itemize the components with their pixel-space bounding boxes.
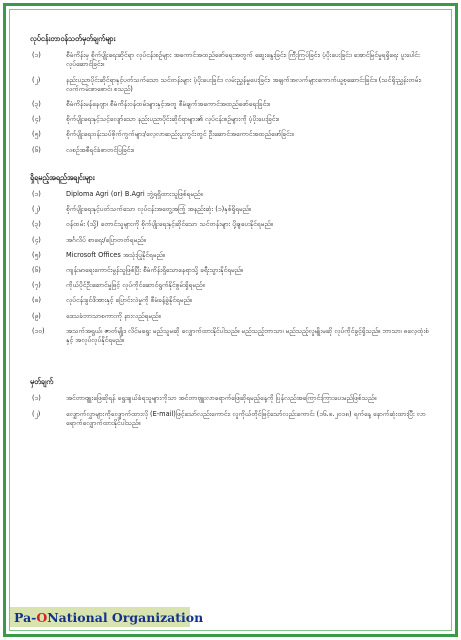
item-text: ဒေသခံဘာသာစကားကို နားလည်ရမည်။: [66, 311, 161, 320]
item-text: အင်္ဂလိပ် စာရေး/ပြောတတ်ရမည်။: [66, 235, 146, 244]
item-text: ကိုယ်ပိုင်ဦးဆောင်မှုဖြင့် လုပ်ကိုင်ဆောင်ရွက်နိုင်စွမ်းရှိရမည်။: [66, 281, 205, 290]
list-item: [30, 76, 435, 94]
item-number: (၇): [32, 281, 41, 290]
item-number: (၆): [32, 145, 41, 154]
list-item: [30, 251, 435, 260]
qualifications-list: [30, 190, 435, 345]
item-text: Diploma Agri (or) B.Agri ဘွဲ့ရရှိထားသူဖြစ်ရမည်။: [66, 190, 203, 199]
list-item: [30, 394, 435, 403]
org-name-prefix: Pa-: [14, 609, 37, 625]
item-text: အင်တာဗျူးဖြေဆိုရန် ရွေးချယ်ခံရသူများကိုသာ အင်တာဗျူးလာရောက်ဖြေဆိုရမည့်နေ့ကို ပြန်လည်အကြောင်းကြားပေးမည်ဖြစ်သည်။: [66, 394, 377, 403]
item-number: (၅): [32, 250, 41, 259]
item-number: (၁): [32, 190, 41, 199]
item-text: အသက်အရွယ်၊ ဇာတ်မျိုး၊ လိင်မရွေး မည်သူမဆို လျှောက်ထားနိုင်ပါသည်။ မည်သည့်ဘာသာ၊ မည်သည့်လူမျိုးမဆို လုပ်ကိုင်ခွင့်ရှိသည်။ ဘာသာ၊ ဓလေ့ထုံးစံနှင့် အလုပ်လုပ်နိုင်ရမည်။: [66, 326, 429, 345]
list-item: [30, 100, 435, 109]
list-item: [30, 146, 435, 155]
item-number: (၂): [32, 409, 41, 418]
item-text: ကျန်းမာရေးကောင်းမွန်သူဖြစ်ပြီး စီမံကိန်းရှိသောနေရာသို့ ခရီးသွားနိုင်ရမည်။: [66, 266, 244, 275]
item-number: (၆): [32, 266, 41, 275]
item-text: လျှောက်လွှာများကိုလျှောက်ထားလို (E-mail)ဖြင့်သော်လည်းကောင်း၊ လူကိုယ်တိုင်ဖြင့်သော်လည်းကောင်း (၁၆.၈.၂၀၁၈) ရက်နေ့ နောက်ဆုံးထားပြီး လာရောက်လျှောက်ထားနိုင်ပါသည်။: [66, 409, 426, 427]
item-number: (၃): [32, 100, 41, 109]
item-number: (၁): [32, 394, 41, 403]
item-number: (၂): [32, 205, 41, 214]
item-number: (၉): [32, 311, 41, 320]
list-item: [30, 205, 435, 214]
responsibilities-heading: လုပ်ငန်းတာဝန်သတ်မှတ်ချက်များ: [30, 34, 116, 43]
list-item: [30, 281, 435, 290]
item-text: လစဉ်အစီရင်ခံစာတင်ပြခြင်း။: [66, 145, 134, 154]
list-item: [30, 130, 435, 139]
list-item: [30, 312, 435, 321]
item-text: စိုက်ပျိုးရေးနှင့်ပတ်သက်သော လုပ်ငန်းအတွေ့အကြုံ အနည်းဆုံး (၁)နှစ်ရှိရမည်။: [66, 205, 251, 214]
list-item: [30, 51, 435, 69]
item-number: (၄): [32, 115, 41, 124]
item-text: လုပ်ငန်းခွင်ဖိအားနှင့် ပြောင်းလဲမှုကို စီမံခန့်ခွဲနိုင်ရမည်။: [66, 296, 192, 305]
responsibilities-list: [30, 51, 435, 155]
item-text: ဝန်ထမ်း (သို့) တောင်သူများကို စိုက်ပျိုးရေးနှင့်ဆိုင်သော သင်တန်းများ ပို့ချပေးနိုင်ရမည်။: [66, 220, 273, 229]
list-item: [30, 220, 435, 229]
item-number: (၁): [32, 51, 41, 60]
organization-label: [10, 607, 204, 627]
item-text: နည်းပညာပိုင်းဆိုင်ရာနှင့်ပတ်သက်သော သင်တန်းများ ပံ့ပိုးပေးခြင်း၊ လမ်းညွှန်မှုပေးခြင်း၊ အချက်အလက်များကောက်ယူစုဆောင်းခြင်း။ (သင်ရိုးညွှန်းတမ်း၊ လက်ကမ်းစာစောင်၊ စသည်): [66, 75, 422, 93]
item-number: (၅): [32, 130, 41, 139]
document-body: [30, 34, 435, 434]
list-item: [30, 236, 435, 245]
list-item: [30, 190, 435, 199]
item-number: (၂): [32, 75, 41, 84]
remarks-heading: မှတ်ချက်: [30, 377, 54, 387]
list-item: [30, 266, 435, 275]
qualifications-heading: ရှိရမည့်အရည်အချင်းများ: [30, 172, 95, 182]
item-number: (၈): [32, 296, 41, 305]
list-item: [30, 115, 435, 124]
item-text: စီမံကိန်းမန်နေဂျာ၊ စီမံကိန်းဝန်ထမ်းများနှင့်အတူ စီမံချက်အကောင်အထည်ဖော်ရေးခြင်း။: [66, 100, 270, 109]
remarks-list: [30, 394, 435, 428]
item-text: စိုက်ပျိုးရေးနှင့်သင့်လျော်သော နည်းပညာပိုင်းဆိုင်ရာများ၏ လုပ်ငန်းစဉ်များကို ပံ့ပိုးပေးခြင်း။: [66, 115, 279, 124]
item-text: စိုက်ပျိုးရေးဝန်းသပ်စိုက်ကွက်များ/လေ့လာဆည်းပူးကွင်းတွင် ဦးဆောင်အကောင်အထည်ဖော်ခြင်း။: [66, 130, 294, 139]
list-item: [30, 296, 435, 305]
item-number: (၃): [32, 220, 41, 229]
org-name-accent: O: [36, 609, 48, 625]
item-text: Microsoft Offices အသုံးပြုနိုင်ရမည်။: [66, 250, 165, 259]
list-item: [30, 410, 435, 428]
item-number: (၁၀): [32, 326, 45, 335]
org-name-rest: National Organization: [47, 609, 204, 625]
list-item: [30, 327, 435, 345]
item-text: စီမံကိန်းမှ စိုက်ပျိုးရေးဆိုင်ရာ လုပ်ငန်းစဉ်များ အကောင်အထည်ဖော်ရေးအတွက် ဆွေးနွေးခြင်း၊ ကြီးကြပ်ခြင်း၊ ပံ့ပိုးပေးခြင်း၊ အောင်မြင်မှုရရှိရေး ပူးပေါင်းလုပ်ဆောင်ခြင်း။: [66, 51, 420, 69]
item-number: (၄): [32, 235, 41, 244]
